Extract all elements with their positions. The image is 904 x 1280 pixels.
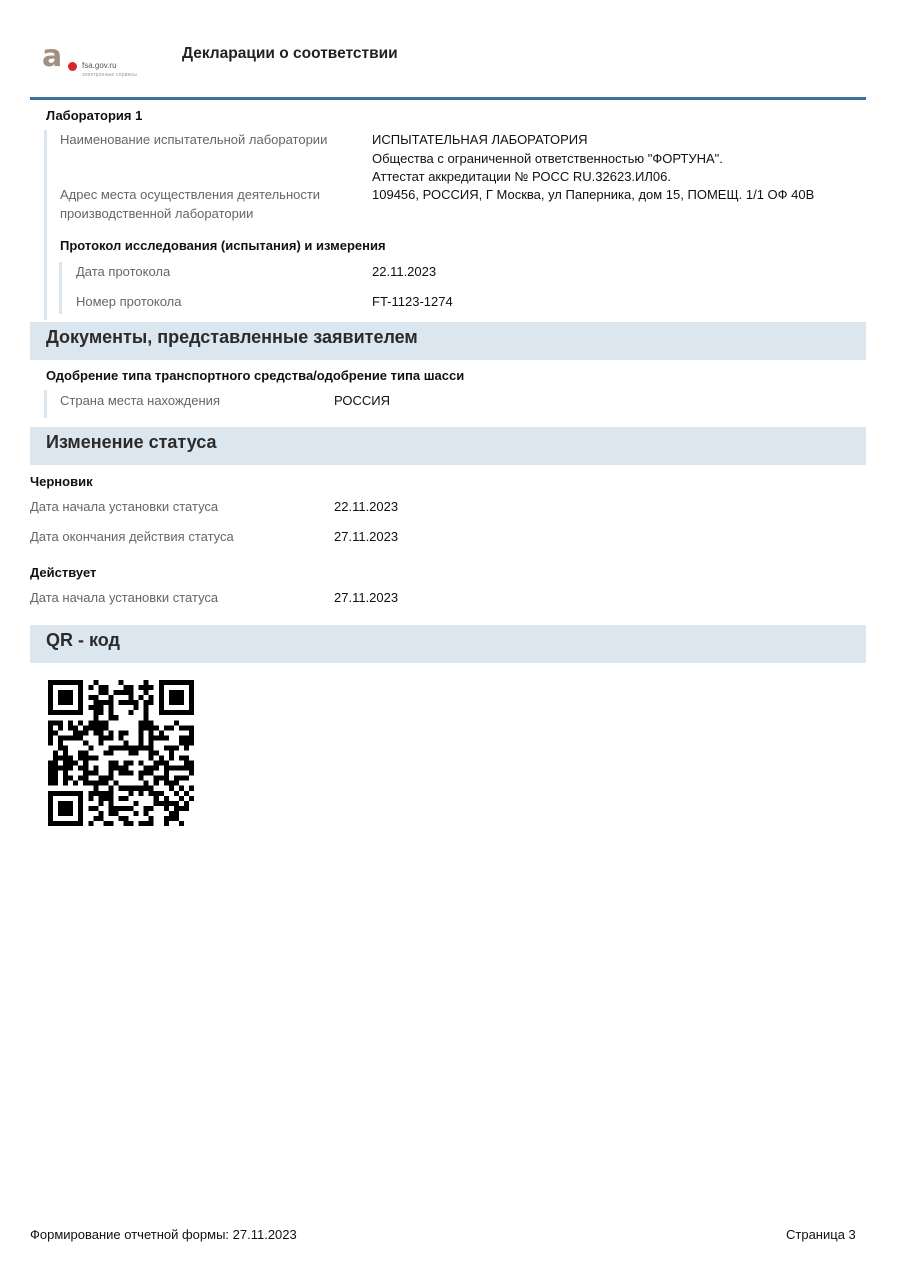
country-label: Страна места нахождения	[60, 393, 220, 408]
lab-name-line-1: ИСПЫТАТЕЛЬНАЯ ЛАБОРАТОРИЯ	[372, 132, 588, 147]
documents-bar	[44, 390, 47, 418]
status-section-title: Изменение статуса	[46, 432, 217, 452]
lab-address-label-line-1: Адрес места осуществления деятельности	[60, 187, 321, 202]
documents-section-title: Документы, представленные заявителем	[46, 327, 418, 347]
protocol-date-label: Дата протокола	[76, 264, 171, 279]
documents-subheading: Одобрение типа транспортного средства/одобрение типа шасси	[46, 368, 465, 383]
logo-site-text: fsa.gov.ru	[82, 61, 117, 70]
protocol-heading: Протокол исследования (испытания) и измерения	[60, 238, 386, 253]
qr-code-image	[48, 680, 194, 826]
document-title: Декларации о соответствии	[182, 45, 398, 62]
laboratory-bar	[44, 130, 47, 320]
logo-letter: а	[42, 39, 63, 74]
protocol-number-label: Номер протокола	[76, 294, 182, 309]
lab-address-value: 109456, РОССИЯ, Г Москва, ул Паперника, дом 15, ПОМЕЩ. 1/1 ОФ 40В	[372, 187, 815, 202]
draft-end-value: 27.11.2023	[334, 529, 399, 544]
laboratory-heading: Лаборатория 1	[46, 108, 143, 123]
fsa-logo	[42, 39, 152, 82]
lab-name-line-2: Общества с ограниченной ответственностью "ФОРТУНА".	[372, 151, 723, 166]
lab-name-line-3: Аттестат аккредитации № РОСС RU.32623.ИЛ06.	[372, 169, 671, 184]
protocol-date-value: 22.11.2023	[372, 264, 437, 279]
protocol-number-value: FT-1123-1274	[372, 294, 453, 309]
active-status-heading: Действует	[30, 565, 97, 580]
qr-section-title: QR - код	[46, 630, 120, 650]
draft-end-label: Дата окончания действия статуса	[30, 529, 234, 544]
status-section-band	[30, 427, 866, 465]
lab-address-label-line-2: производственной лаборатории	[60, 206, 254, 221]
protocol-bar	[59, 262, 62, 314]
logo-dot-icon	[68, 62, 77, 71]
active-start-value: 27.11.2023	[334, 590, 399, 605]
draft-start-value: 22.11.2023	[334, 499, 399, 514]
draft-status-heading: Черновик	[30, 474, 93, 489]
page-number: Страница 3	[786, 1227, 856, 1242]
lab-name-label: Наименование испытательной лаборатории	[60, 132, 328, 147]
country-value: РОССИЯ	[334, 393, 391, 408]
logo-subtitle: электронные сервисы	[82, 72, 137, 78]
active-start-label: Дата начала установки статуса	[30, 590, 219, 605]
documents-section-band	[30, 322, 866, 360]
draft-start-label: Дата начала установки статуса	[30, 499, 219, 514]
header-divider	[30, 97, 866, 100]
qr-section-band	[30, 625, 866, 663]
report-generated-text: Формирование отчетной формы: 27.11.2023	[30, 1227, 297, 1242]
